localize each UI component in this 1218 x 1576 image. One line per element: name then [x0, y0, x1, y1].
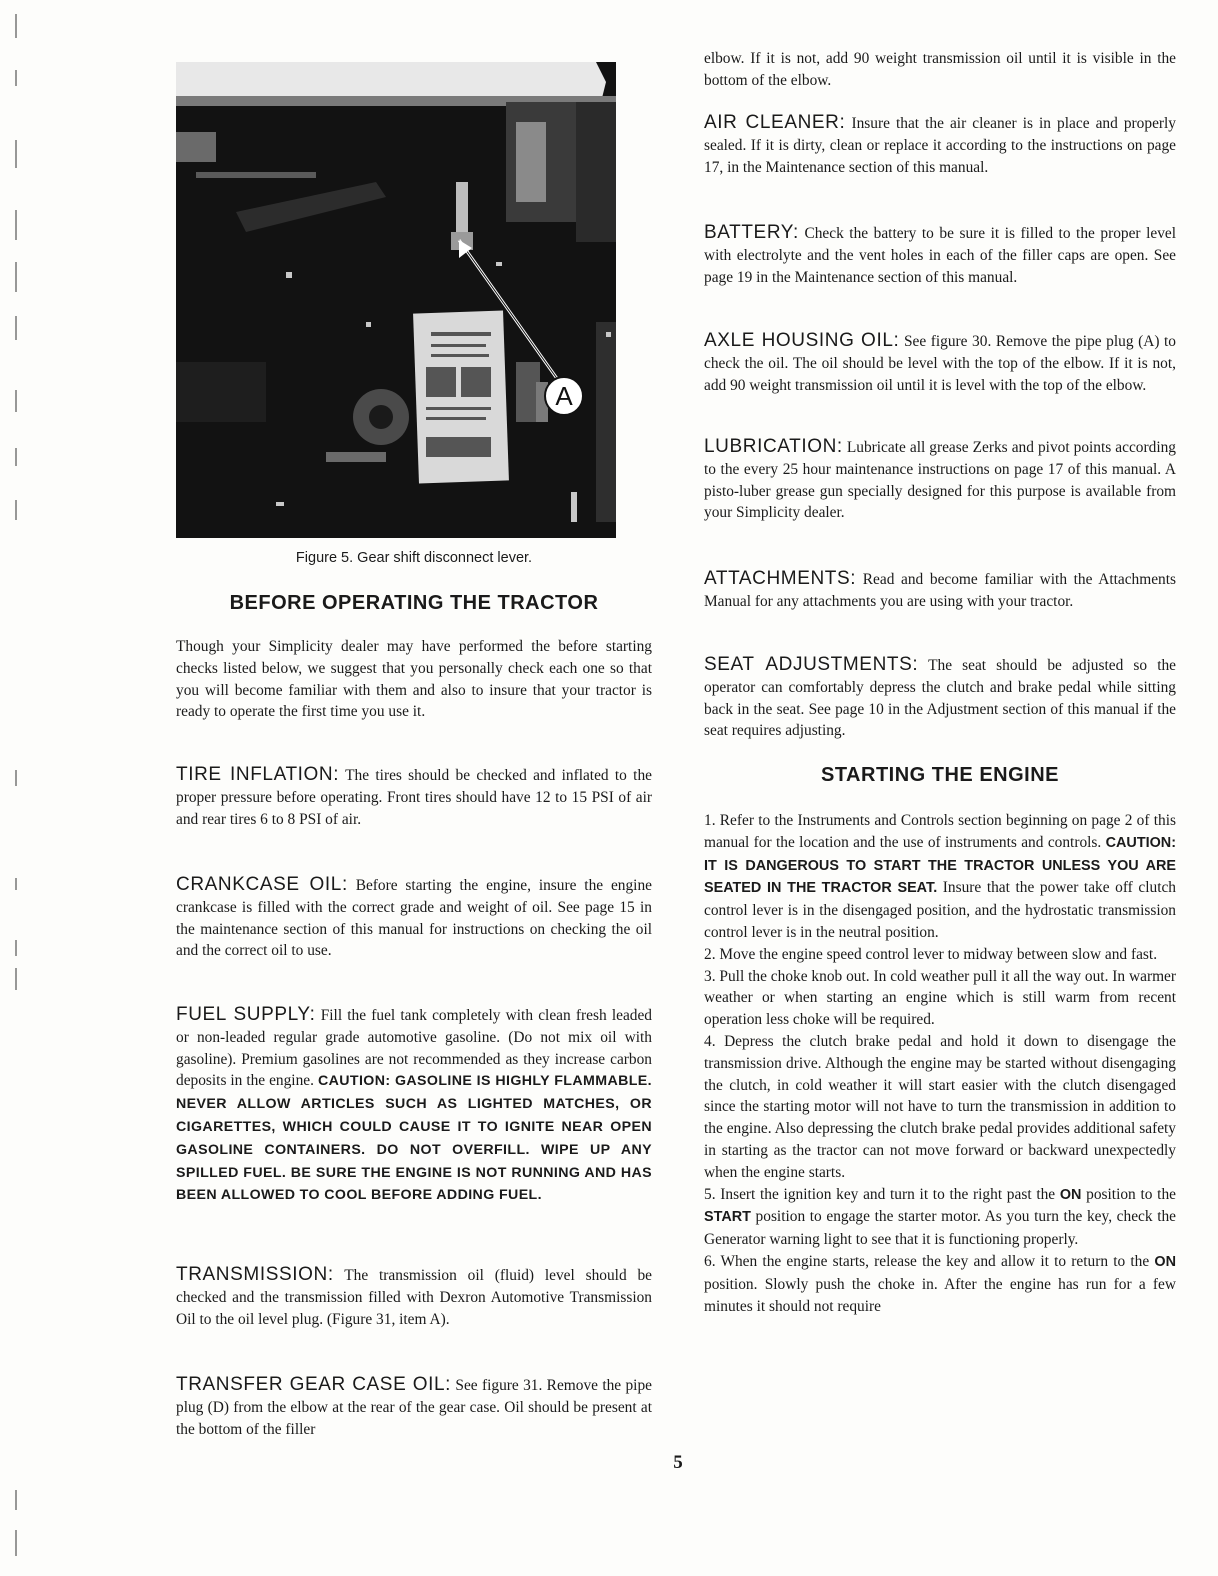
- figure-photo: [176, 62, 616, 538]
- attachments-section: [704, 568, 1176, 613]
- attachments-text: Read and become familiar with the Attachments Manual for any attachments you are using with your tractor.: [704, 571, 1176, 610]
- battery-section: [704, 222, 1176, 288]
- transfer-gear-continued: elbow. If it is not, add 90 weight transmission oil until it is visible in the bottom of the elbow.: [704, 50, 1176, 89]
- lubrication-section: [704, 436, 1176, 524]
- transfer-gear-section: [176, 1374, 652, 1440]
- air-cleaner-section: [704, 112, 1176, 178]
- air-cleaner-text: Insure that the air cleaner is in place and properly sealed. If it is dirty, clean or replace it according to the instructions on page 17, in the Maintenance section of this manual.: [704, 115, 1176, 176]
- crankcase-oil-text: Before starting the engine, insure the engine crankcase is filled with the correct grade and weight of oil. See page 15 in the maintenance section of this manual for instructions on checking the oil and the correct oil to use.: [176, 877, 652, 960]
- step-4: 4. Depress the clutch brake pedal and hold it down to disengage the transmission drive. Although the engine may be started without disengaging the clutch, in cold weather it will start easier with the clutch disengaged since the starting motor will not have to turn the transmission in addition to the engine. Also depressing the clutch brake pedal provides additional safety in starting as the tractor can not move forward or backward unexpectedly when the engine starts.: [704, 1032, 1176, 1181]
- fuel-supply-text: Fill the fuel tank completely with clean fresh leaded or non-leaded regular grade automotive gasoline. (Do not mix oil with gasoline). Premium gasolines are not recommended as they increase carbon deposits in the engine.: [176, 1007, 653, 1090]
- step-6: 6. When the engine starts, release the key and allow it to return to the ON position. Slowly push the choke in. After the engine has run for a few minutes it should not require: [704, 1252, 1176, 1315]
- step-1-caution: CAUTION: IT IS DANGEROUS TO START THE TRACTOR UNLESS YOU ARE SEATED IN THE TRACTOR SEAT.: [704, 834, 1176, 897]
- step-2: 2. Move the engine speed control lever to midway between slow and fast.: [704, 945, 1158, 963]
- heading-before-operating: BEFORE OPERATING THE TRACTOR: [229, 592, 599, 614]
- axle-housing-section: [704, 330, 1176, 396]
- air-cleaner-heading: AIR CLEANER:: [704, 112, 846, 133]
- step-1: 1. Refer to the Instruments and Controls section beginning on page 2 of this manual for the location and the use of instruments and controls. CAUTION: IT IS DANGEROUS TO START THE TRACTOR UNLESS YOU ARE SEATED IN THE TRACTOR SEAT. Insure that the power take off clutch control lever is in the disengaged position, and the hydrostatic transmission control lever is in the neutral position.: [704, 812, 1176, 941]
- crankcase-oil-section: [176, 874, 652, 962]
- tire-inflation-text: The tires should be checked and inflated to the proper pressure before operating. Front tires should have 12 to 15 PSI of air and rear tires 6 to 8 PSI of air.: [176, 767, 652, 828]
- page-number: 5: [673, 1452, 683, 1473]
- heading-starting-engine: STARTING THE ENGINE: [820, 764, 1060, 786]
- step-3: 3. Pull the choke knob out. In cold weather pull it all the way out. In warmer weather or when starting an engine which is still warm from recent operation less choke will be required.: [704, 967, 1176, 1029]
- battery-heading: BATTERY:: [704, 222, 799, 243]
- lubrication-heading: LUBRICATION:: [704, 436, 843, 457]
- starting-steps: [704, 810, 1176, 1317]
- transmission-heading: TRANSMISSION:: [176, 1264, 334, 1285]
- axle-housing-text: See figure 30. Remove the pipe plug (A) to check the oil. The oil should be level with the top of the elbow. If it is not, add 90 weight transmission oil until it is level with the top of the elbow.: [704, 333, 1177, 394]
- step-5: 5. Insert the ignition key and turn it to the right past the ON position to the START position to engage the starter motor. As you turn the key, check the Generator warning light to see that it is functioning properly.: [704, 1185, 1176, 1249]
- transfer-gear-text: See figure 31. Remove the pipe plug (D) from the elbow at the rear of the gear case. Oil should be present at the bottom of the filler: [176, 1377, 652, 1438]
- tire-inflation-section: [176, 764, 652, 830]
- transfer-gear-heading: TRANSFER GEAR CASE OIL:: [176, 1374, 452, 1395]
- transmission-text: The transmission oil (fluid) level should be checked and the transmission filled with Dexron Automotive Transmission Oil to the oil level plug. (Figure 31, item A).: [176, 1267, 652, 1328]
- attachments-heading: ATTACHMENTS:: [704, 568, 857, 589]
- intro-paragraph: Though your Simplicity dealer may have performed the before starting checks listed below, we suggest that you personally check each one so that you will become familiar with them and also to insure that your tractor is ready to operate the first time you use it.: [176, 638, 652, 721]
- transmission-section: [176, 1264, 652, 1330]
- tire-inflation-heading: TIRE INFLATION:: [176, 764, 340, 785]
- battery-text: Check the battery to be sure it is filled to the proper level with electrolyte and the vent holes in each of the filler caps are open. See page 19 in the Maintenance section of this manual.: [704, 225, 1176, 286]
- margin-marks: [10, 0, 26, 1576]
- fuel-supply-section: [176, 1004, 652, 1207]
- seat-adjustments-text: The seat should be adjusted so the operator can comfortably depress the clutch and brake pedal while sitting back in the seat. See page 10 in the Adjustment section of this manual if the seat requires adjusting.: [704, 657, 1176, 740]
- axle-housing-heading: AXLE HOUSING OIL:: [704, 330, 900, 351]
- fuel-caution: CAUTION: GASOLINE IS HIGHLY FLAMMABLE. NEVER ALLOW ARTICLES SUCH AS LIGHTED MATCHES, OR CIGARETTES, WHICH COULD CAUSE IT TO IGNITE NEAR OPEN GASOLINE CONTAINERS. DO NOT OVERFILL. WIPE UP ANY SPILLED FUEL. BE SURE THE ENGINE IS NOT RUNNING AND HAS BEEN ALLOWED TO COOL BEFORE ADDING FUEL.: [176, 1073, 653, 1204]
- fuel-supply-heading: FUEL SUPPLY:: [176, 1004, 316, 1025]
- callout-a: A: [555, 381, 573, 411]
- seat-adjustments-heading: SEAT ADJUSTMENTS:: [704, 654, 919, 675]
- seat-adjustments-section: [704, 654, 1176, 742]
- figure-caption: Figure 5. Gear shift disconnect lever.: [295, 550, 533, 566]
- crankcase-oil-heading: CRANKCASE OIL:: [176, 874, 348, 895]
- lubrication-text: Lubricate all grease Zerks and pivot points according to the every 25 hour maintenance instructions on page 17 of this manual. A pisto-luber grease gun specially designed for this purpose is available from your Simplicity dealer.: [704, 439, 1176, 522]
